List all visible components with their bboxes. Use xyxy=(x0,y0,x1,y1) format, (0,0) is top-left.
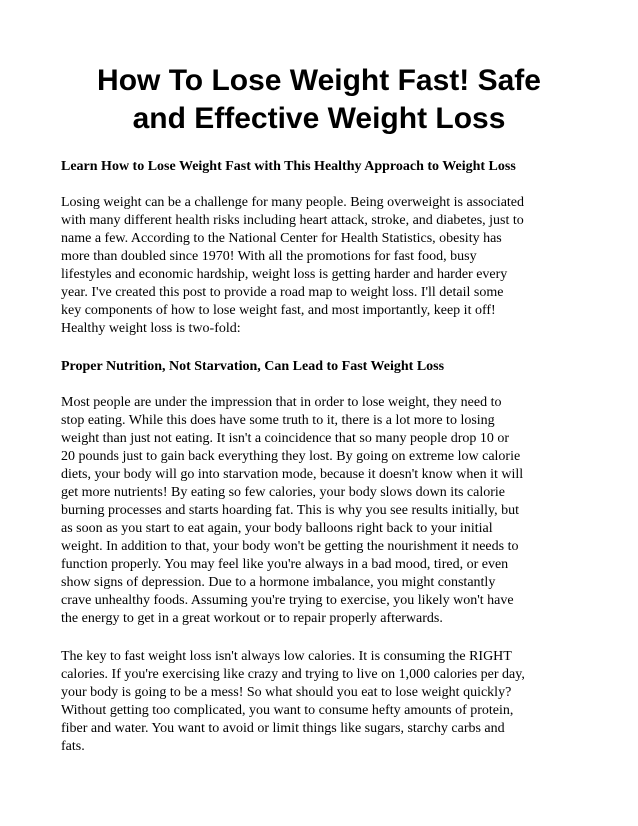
text-line: more than doubled since 1970! With all the promotions for fast food, busy xyxy=(61,249,477,264)
text-line: Losing weight can be a challenge for many people. Being overweight is associated xyxy=(61,195,525,210)
text-line: Without getting too complicated, you want to consume hefty amounts of protein, xyxy=(61,703,514,718)
paragraph-starvation xyxy=(61,394,591,628)
text-line: function properly. You may feel like you're always in a bad mood, tired, or even xyxy=(61,557,509,572)
text-line: name a few. According to the National Center for Health Statistics, obesity has xyxy=(61,231,502,246)
title-line: and Effective Weight Loss xyxy=(132,102,506,135)
text-line: fats. xyxy=(61,739,85,754)
text-line: burning processes and starts hoarding fat. This is why you see results initially, but xyxy=(61,503,520,518)
text-line: Most people are under the impression that in order to lose weight, they need to xyxy=(61,395,502,410)
text-line: key components of how to lose weight fast, and most importantly, keep it off! xyxy=(61,303,496,318)
subheading-healthy-approach: Learn How to Lose Weight Fast with This Healthy Approach to Weight Loss xyxy=(61,159,516,174)
text-line: with many different health risks including heart attack, stroke, and diabetes, just to xyxy=(61,213,524,228)
text-line: weight than just not eating. It isn't a coincidence that so many people drop 10 or xyxy=(61,431,510,446)
text-line: The key to fast weight loss isn't always low calories. It is consuming the RIGHT xyxy=(61,649,512,664)
paragraph-right-calories xyxy=(61,648,591,756)
text-line: calories. If you're exercising like crazy and trying to live on 1,000 calories per day, xyxy=(61,667,525,682)
article-title xyxy=(40,62,598,138)
text-line: lifestyles and economic hardship, weight loss is getting harder and harder every xyxy=(61,267,508,282)
title-line: How To Lose Weight Fast! Safe xyxy=(97,64,541,97)
text-line: your body is going to be a mess! So what should you eat to lose weight quickly? xyxy=(61,685,512,700)
text-line: get more nutrients! By eating so few calories, your body slows down its calorie xyxy=(61,485,506,500)
text-line: year. I've created this post to provide a road map to weight loss. I'll detail some xyxy=(61,285,504,300)
text-line: diets, your body will go into starvation mode, because it doesn't know when it will xyxy=(61,467,524,482)
text-line: 20 pounds just to gain back everything they lost. By going on extreme low calorie xyxy=(61,449,521,464)
text-line: fiber and water. You want to avoid or limit things like sugars, starchy carbs and xyxy=(61,721,505,736)
text-line: stop eating. While this does have some truth to it, there is a lot more to losing xyxy=(61,413,495,428)
text-line: as soon as you start to eat again, your body balloons right back to your initial xyxy=(61,521,493,536)
text-line: Healthy weight loss is two-fold: xyxy=(61,321,241,336)
subheading-proper-nutrition: Proper Nutrition, Not Starvation, Can Lead to Fast Weight Loss xyxy=(61,359,445,374)
text-line: show signs of depression. Due to a hormone imbalance, you might constantly xyxy=(61,575,496,590)
text-line: the energy to get in a great workout or to repair properly afterwards. xyxy=(61,611,443,626)
text-line: crave unhealthy foods. Assuming you're trying to exercise, you likely won't have xyxy=(61,593,514,608)
text-line: weight. In addition to that, your body won't be getting the nourishment it needs to xyxy=(61,539,519,554)
paragraph-intro xyxy=(61,194,591,338)
